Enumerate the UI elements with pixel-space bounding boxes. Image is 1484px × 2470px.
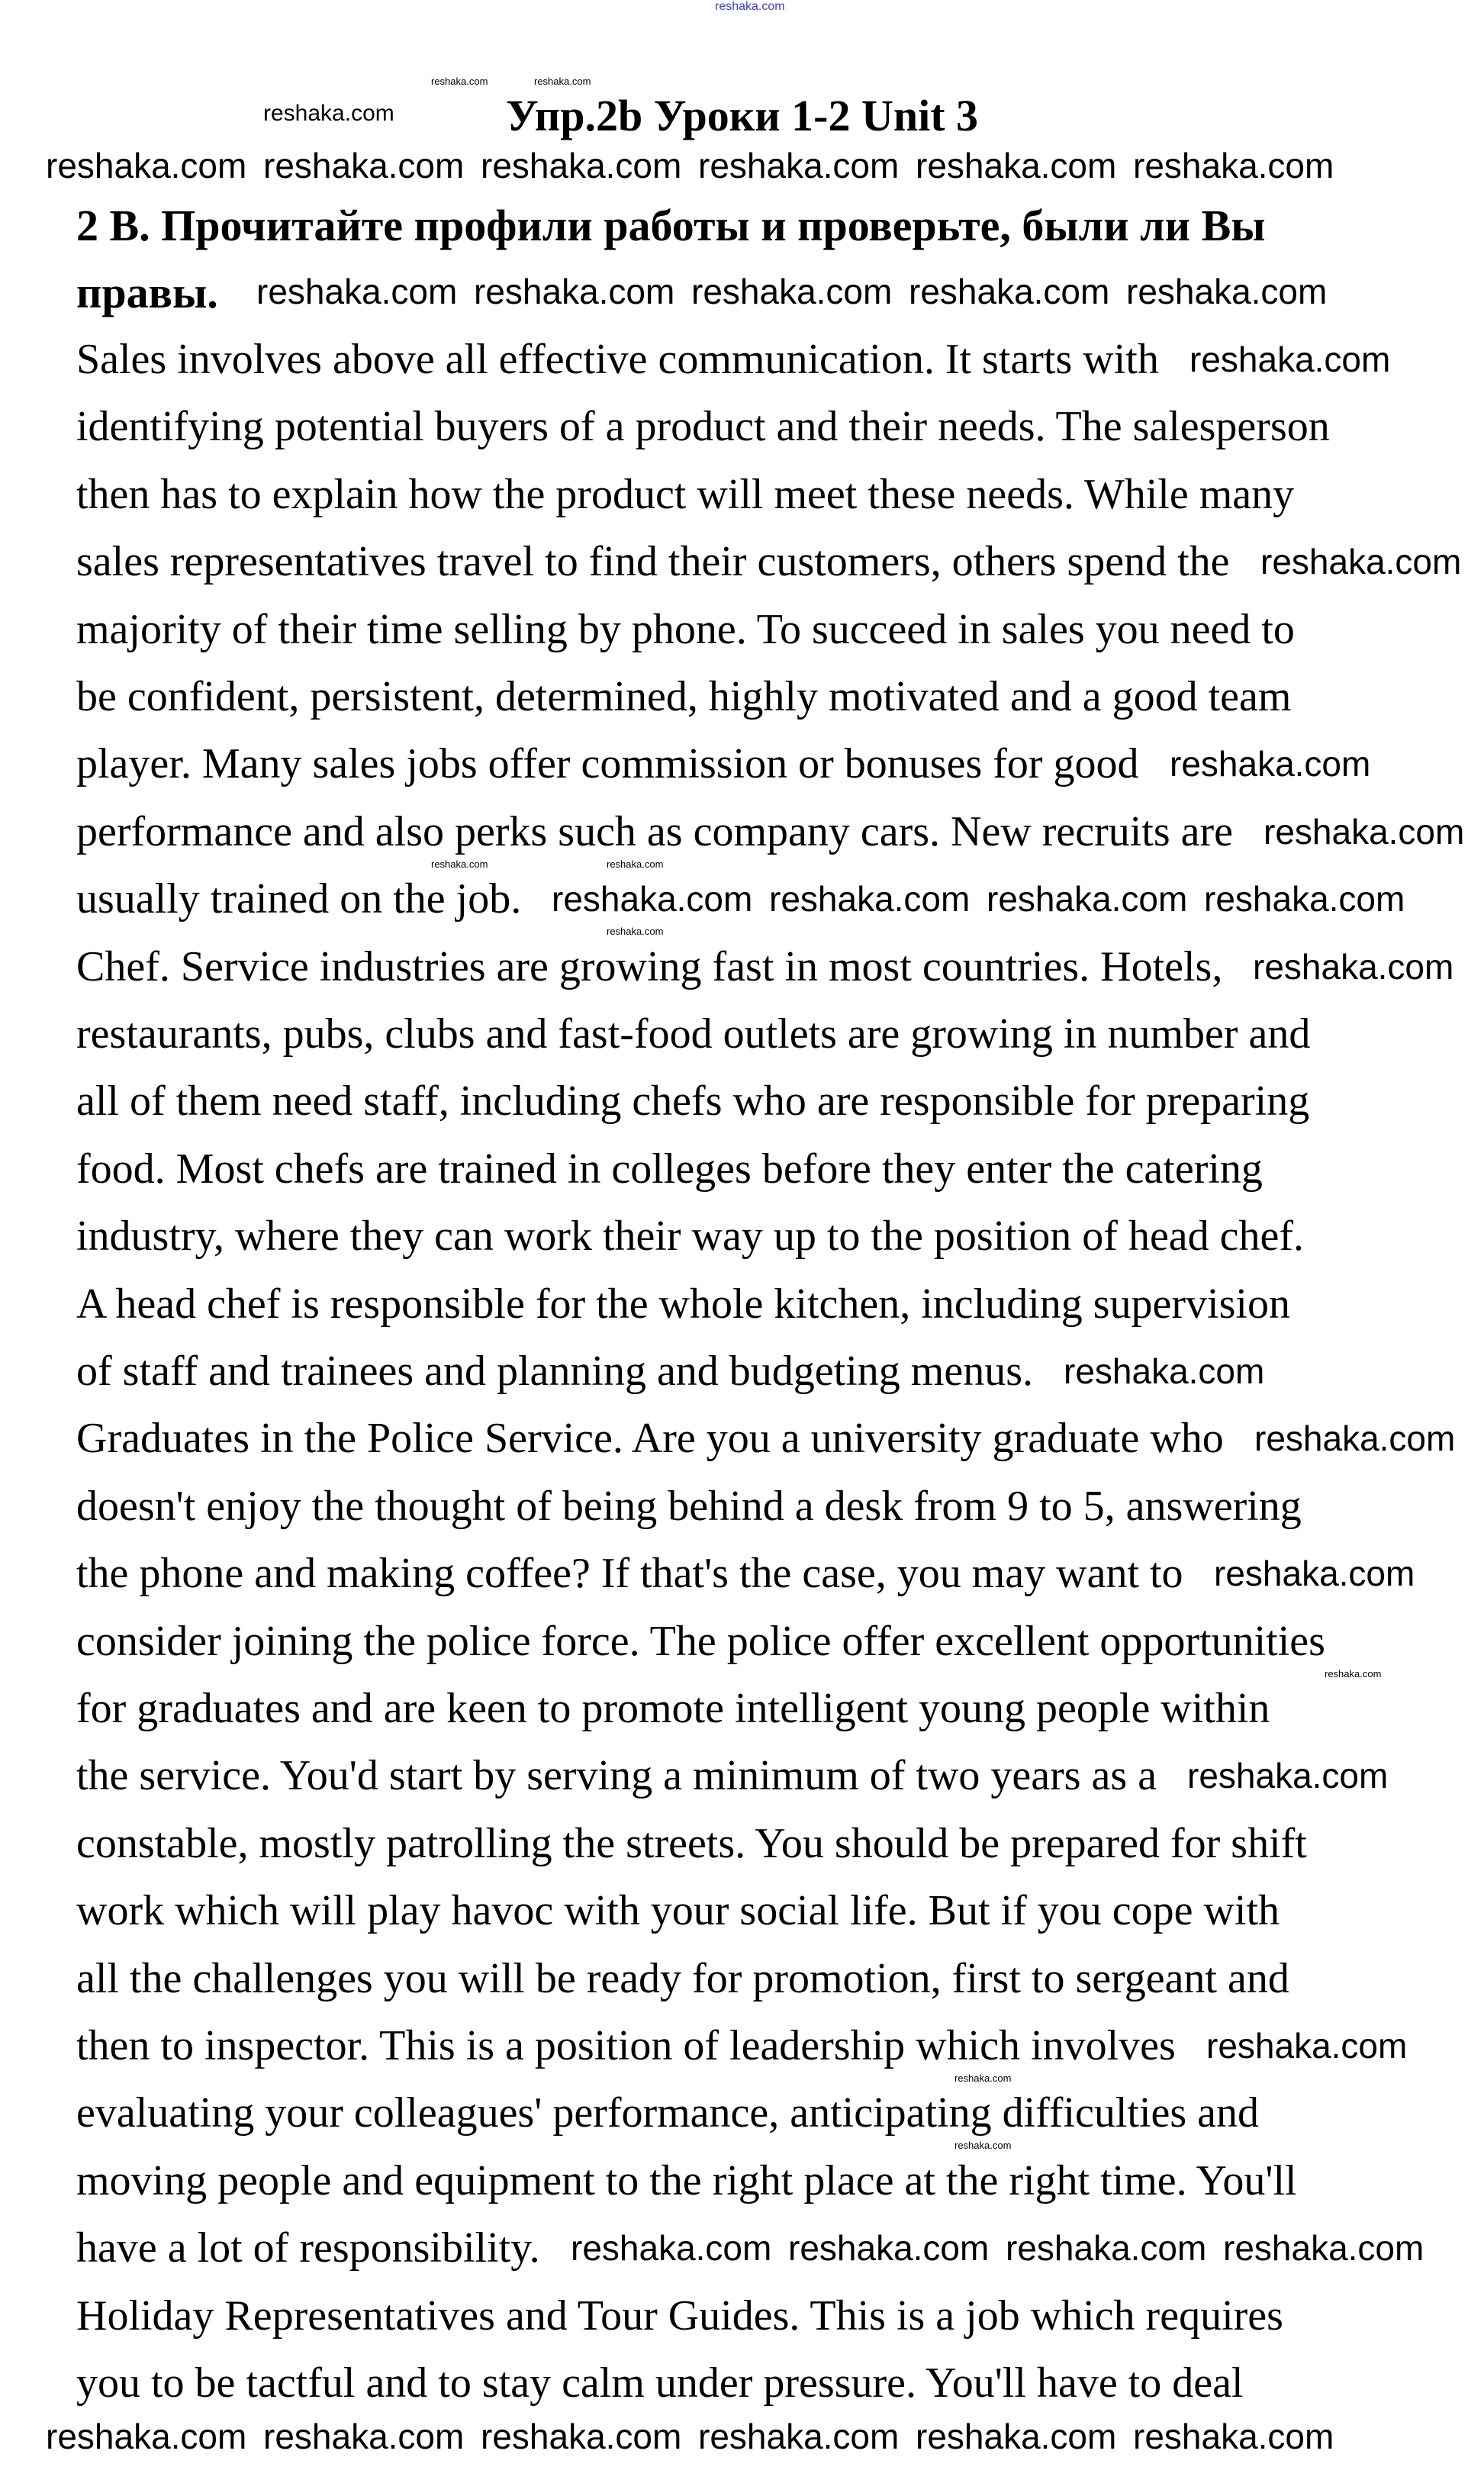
- text-line: industry, where they can work their way up to the position of head chef.: [76, 1212, 1305, 1260]
- text-line: player. Many sales jobs offer commission or bonuses for good: [76, 740, 1139, 787]
- text-line: Graduates in the Police Service. Are you a university graduate who: [76, 1415, 1224, 1462]
- watermark-text: reshaka.com: [987, 879, 1188, 919]
- task-heading-line-2: правы.: [76, 268, 218, 317]
- watermark-text: reshaka.com: [1006, 2228, 1207, 2268]
- text-line: A head chef is responsible for the whole kitchen, including supervision: [76, 1280, 1290, 1328]
- text-line: you to be tactful and to stay calm under pressure. You'll have to deal: [76, 2359, 1244, 2407]
- watermark-text: reshaka.com: [916, 2417, 1117, 2456]
- text-line: doesn't enjoy the thought of being behind a desk from 9 to 5, answering: [76, 1483, 1302, 1530]
- text-line: be confident, persistent, determined, highly motivated and a good team: [76, 673, 1292, 720]
- text-line: all the challenges you will be ready for promotion, first to sergeant and: [76, 1955, 1289, 2002]
- watermark-text: reshaka.com: [715, 0, 785, 13]
- watermark-text: reshaka.com: [607, 858, 664, 870]
- watermark-text: reshaka.com: [1133, 2417, 1334, 2456]
- watermark-text: reshaka.com: [1214, 1554, 1415, 1593]
- text-line: food. Most chefs are trained in colleges before they enter the catering: [76, 1145, 1263, 1193]
- watermark-text: reshaka.com: [263, 101, 394, 126]
- watermark-text: reshaka.com: [1064, 1351, 1265, 1391]
- text-line: the service. You'd start by serving a minimum of two years as a: [76, 1752, 1157, 1799]
- watermark-text: reshaka.com: [534, 76, 591, 87]
- text-line: performance and also perks such as company cars. New recruits are: [76, 808, 1234, 855]
- text-line: have a lot of responsibility.: [76, 2224, 540, 2272]
- watermark-text: reshaka.com: [769, 879, 971, 919]
- text-line: identifying potential buyers of a product and their needs. The salesperson: [76, 403, 1330, 450]
- watermark-text: reshaka.com: [46, 2417, 247, 2456]
- watermark-text: reshaka.com: [954, 2072, 1012, 2084]
- watermark-text: reshaka.com: [552, 879, 753, 919]
- watermark-text: reshaka.com: [46, 146, 247, 185]
- text-line: of staff and trainees and planning and budgeting menus.: [76, 1348, 1033, 1395]
- watermark-text: reshaka.com: [431, 76, 488, 87]
- text-line: all of them need staff, including chefs who are responsible for preparing: [76, 1077, 1310, 1125]
- text-line: then has to explain how the product will meet these needs. While many: [76, 471, 1295, 518]
- text-line: work which will play havoc with your social life. But if you cope with: [76, 1887, 1280, 1934]
- watermark-text: reshaka.com: [788, 2228, 990, 2268]
- text-line: Holiday Representatives and Tour Guides. This is a job which requires: [76, 2292, 1283, 2340]
- watermark-text: reshaka.com: [691, 272, 893, 311]
- watermark-text: reshaka.com: [263, 2417, 465, 2456]
- watermark-text: reshaka.com: [954, 2140, 1012, 2151]
- watermark-text: reshaka.com: [474, 272, 675, 311]
- watermark-text: reshaka.com: [1204, 879, 1405, 919]
- task-heading-line-1: 2 В. Прочитайте профили работы и проверьте, были ли Вы: [76, 201, 1266, 250]
- text-line: Chef. Service industries are growing fast in most countries. Hotels,: [76, 943, 1223, 990]
- text-line: sales representatives travel to find their customers, others spend the: [76, 538, 1230, 585]
- text-line: the phone and making coffee? If that's the case, you may want to: [76, 1550, 1183, 1597]
- text-line: majority of their time selling by phone. To succeed in sales you need to: [76, 606, 1295, 653]
- watermark-text: reshaka.com: [1189, 340, 1391, 379]
- text-line: constable, mostly patrolling the streets. You should be prepared for shift: [76, 1820, 1307, 1867]
- text-line: then to inspector. This is a position of leadership which involves: [76, 2022, 1176, 2069]
- text-line: usually trained on the job.: [76, 875, 522, 923]
- watermark-text: reshaka.com: [431, 858, 488, 870]
- watermark-text: reshaka.com: [1170, 744, 1371, 784]
- watermark-text: reshaka.com: [1263, 812, 1465, 852]
- watermark-text: reshaka.com: [607, 926, 664, 937]
- watermark-text: reshaka.com: [263, 146, 465, 185]
- page-title: Упр.2b Уроки 1-2 Unit 3: [505, 91, 979, 140]
- text-line: consider joining the police force. The police offer excellent opportunities: [76, 1618, 1325, 1665]
- watermark-text: reshaka.com: [1133, 146, 1334, 185]
- watermark-text: reshaka.com: [1325, 1668, 1382, 1679]
- text-line: for graduates and are keen to promote intelligent young people within: [76, 1685, 1270, 1732]
- watermark-text: reshaka.com: [571, 2228, 772, 2268]
- text-line: evaluating your colleagues' performance, anticipating difficulties and: [76, 2089, 1260, 2137]
- watermark-text: reshaka.com: [916, 146, 1117, 185]
- watermark-text: reshaka.com: [1223, 2228, 1424, 2268]
- text-line: moving people and equipment to the right place at the right time. You'll: [76, 2157, 1297, 2204]
- watermark-text: reshaka.com: [1206, 2026, 1408, 2066]
- watermark-text: reshaka.com: [481, 2417, 682, 2456]
- watermark-text: reshaka.com: [1254, 1419, 1456, 1458]
- text-line: restaurants, pubs, clubs and fast-food outlets are growing in number and: [76, 1010, 1311, 1058]
- watermark-text: reshaka.com: [909, 272, 1110, 311]
- watermark-text: reshaka.com: [1187, 1756, 1389, 1795]
- watermark-text: reshaka.com: [1253, 947, 1454, 987]
- text-line: Sales involves above all effective communication. It starts with: [76, 336, 1159, 383]
- watermark-text: reshaka.com: [1260, 542, 1462, 581]
- watermark-text: reshaka.com: [698, 146, 900, 185]
- watermark-text: reshaka.com: [1126, 272, 1328, 311]
- watermark-text: reshaka.com: [256, 272, 458, 311]
- watermark-text: reshaka.com: [698, 2417, 900, 2456]
- watermark-text: reshaka.com: [481, 146, 682, 185]
